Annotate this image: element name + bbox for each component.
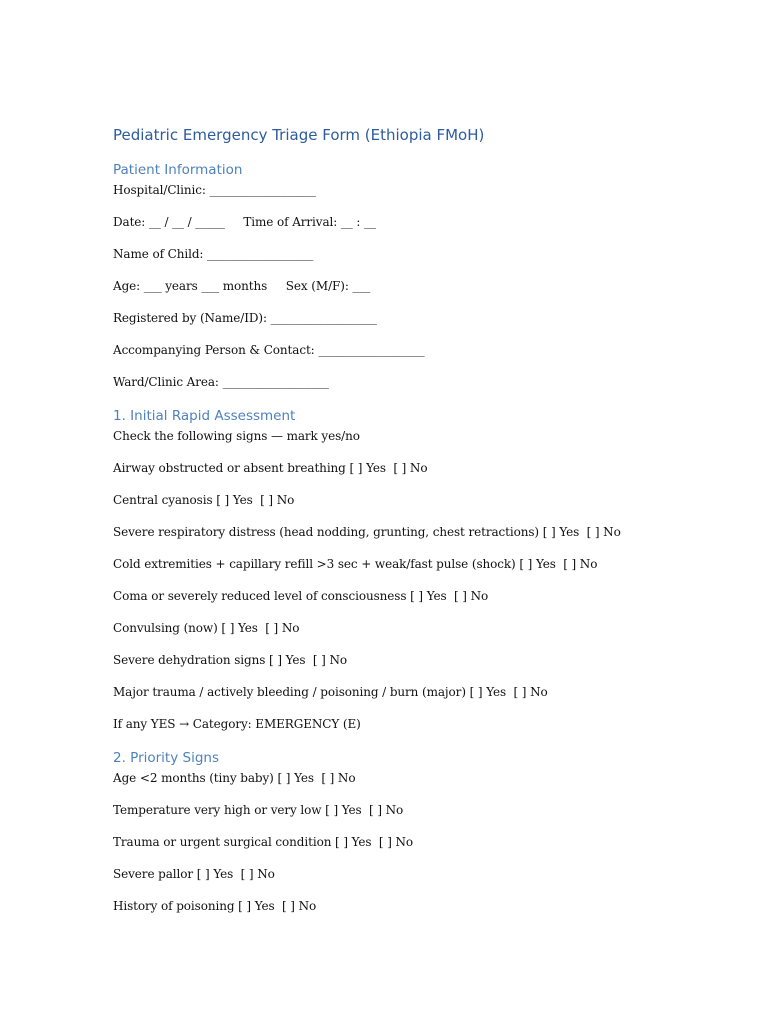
priority-item-pallor: Severe pallor [ ] Yes [ ] No [113,867,275,881]
assessment-item-cyanosis: Central cyanosis [ ] Yes [ ] No [113,493,295,507]
section-heading-patient-information: Patient Information [113,162,243,178]
field-registered-by: Registered by (Name/ID): __________________ [113,311,377,325]
document-title: Pediatric Emergency Triage Form (Ethiopia FMoH) [113,126,485,144]
assessment-item-coma: Coma or severely reduced level of consciousness [ ] Yes [ ] No [113,589,489,603]
assessment-item-dehydration: Severe dehydration signs [ ] Yes [ ] No [113,653,348,667]
field-ward-clinic-area: Ward/Clinic Area: __________________ [113,375,329,389]
assessment-item-airway: Airway obstructed or absent breathing [ ] Yes [ ] No [113,461,428,475]
priority-item-age: Age <2 months (tiny baby) [ ] Yes [ ] No [113,771,356,785]
field-date-time-of-arrival: Date: __ / __ / _____ Time of Arrival: __ : __ [113,215,376,229]
priority-item-trauma: Trauma or urgent surgical condition [ ] Yes [ ] No [113,835,414,849]
document-body [113,124,753,930]
field-age-sex: Age: ___ years ___ months Sex (M/F): ___ [113,279,371,293]
section-heading-priority-signs: 2. Priority Signs [113,750,219,766]
assessment-item-major-trauma: Major trauma / actively bleeding / poisoning / burn (major) [ ] Yes [ ] No [113,685,548,699]
assessment-item-respiratory-distress: Severe respiratory distress (head nodding, grunting, chest retractions) [ ] Yes [ ] No [113,525,621,539]
assessment-emergency-category: If any YES → Category: EMERGENCY (E) [113,717,361,731]
assessment-item-shock: Cold extremities + capillary refill >3 sec + weak/fast pulse (shock) [ ] Yes [ ] No [113,557,598,571]
field-hospital-clinic: Hospital/Clinic: __________________ [113,183,316,197]
priority-item-temperature: Temperature very high or very low [ ] Yes [ ] No [113,803,404,817]
field-accompanying-person: Accompanying Person & Contact: __________________ [113,343,425,357]
assessment-instruction: Check the following signs — mark yes/no [113,429,360,443]
priority-item-poisoning: History of poisoning [ ] Yes [ ] No [113,899,317,913]
assessment-item-convulsing: Convulsing (now) [ ] Yes [ ] No [113,621,300,635]
section-heading-initial-rapid-assessment: 1. Initial Rapid Assessment [113,408,296,424]
field-name-of-child: Name of Child: __________________ [113,247,314,261]
